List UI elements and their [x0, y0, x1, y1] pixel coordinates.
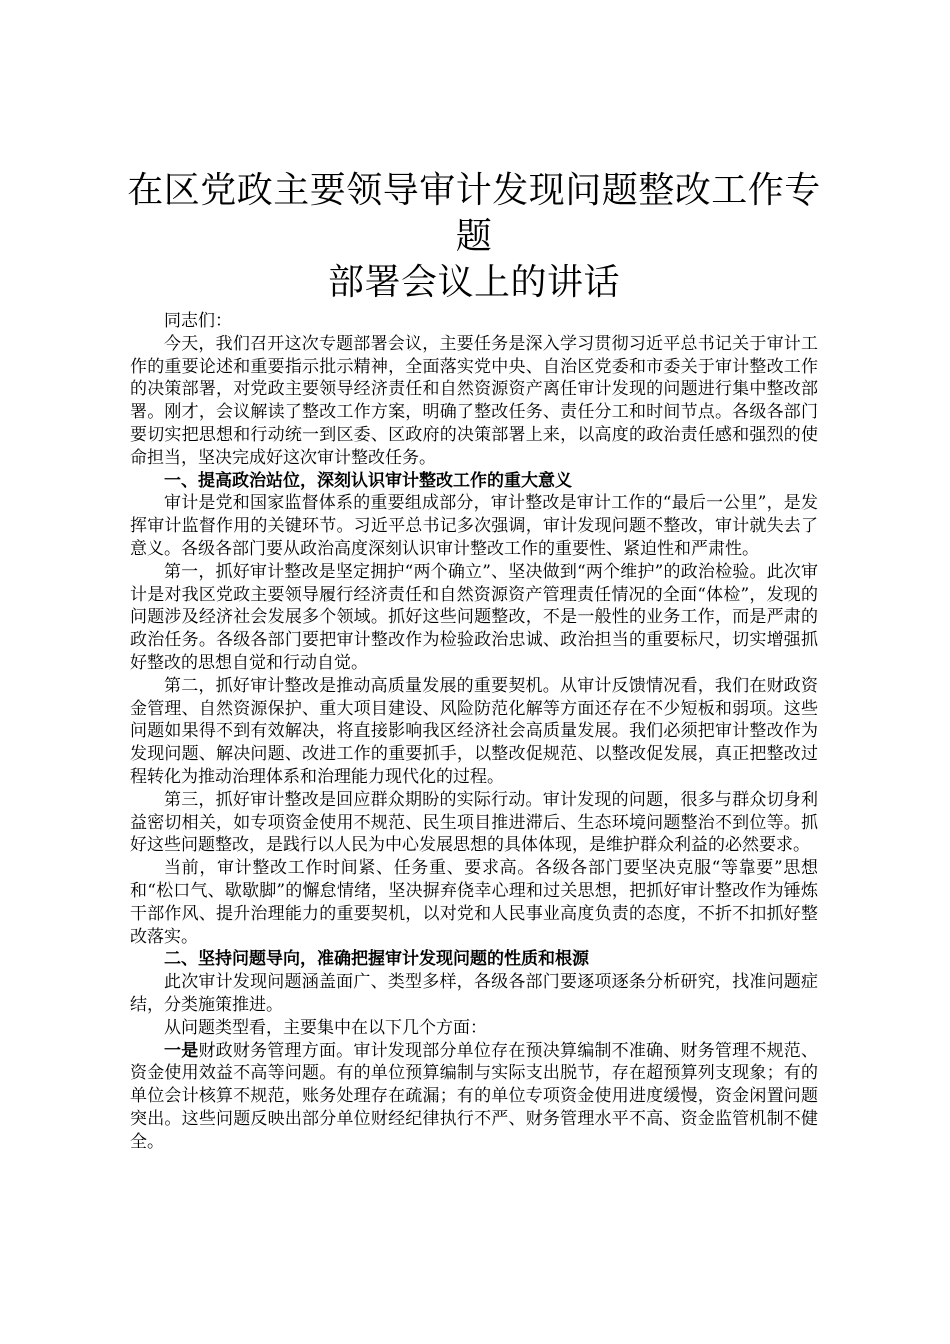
section-heading-2: 二、坚持问题导向，准确把握审计发现问题的性质和根源 [164, 949, 589, 970]
paragraph-text: 财政财务管理方面。审计发现部分单位存在预决算编制不准确、财务管理不规范、资金使用效益不高等问题。有的单位预算编制与实际支出脱节，存在超预算列支现象；有的单位会计核算不规范，账务处理存在疏漏；有的单位专项资金使用进度缓慢，资金闲置问题突出。这些问题反映出部分单位财经纪律执行不严、财务管理水平不高、资金监管机制不健全。 [130, 1040, 819, 1152]
section1-paragraph-1: 审计是党和国家监督体系的重要组成部分，审计整改是审计工作的“最后一公里”，是发挥审计监督作用的关键环节。习近平总书记多次强调，审计发现问题不整改，审计就失去了意义。各级各部门要从政治高度深刻认识审计整改工作的重要性、紧迫性和严肃性。 [130, 493, 818, 559]
title-line-2: 部署会议上的讲话 [327, 262, 620, 303]
section2-paragraph-3 [130, 1040, 818, 1154]
section1-paragraph-5: 当前，审计整改工作时间紧、任务重、要求高。各级各部门要坚决克服“等靠要”思想和“松口气、歇歇脚”的懈怠情绪，坚决摒弃侥幸心理和过关思想，把抓好审计整改作为锤炼干部作风、提升治理能力的重要契机，以对党和人民事业高度负责的态度，不折不扣抓好整改落实。 [130, 858, 818, 947]
section-heading-1: 一、提高政治站位，深刻认识审计整改工作的重大意义 [164, 470, 572, 491]
document-title [120, 168, 828, 306]
paragraph-lead: 一是 [164, 1040, 199, 1061]
section1-paragraph-3: 第二，抓好审计整改是推动高质量发展的重要契机。从审计反馈情况看，我们在财政资金管理、自然资源保护、重大项目建设、风险防范化解等方面还存在不少短板和弱项。这些问题如果得不到有效解决，将直接影响我区经济社会高质量发展。我们必须把审计整改作为发现问题、解决问题、改进工作的重要抓手，以整改促规范、以整改促发展，真正把整改过程转化为推动治理体系和治理能力现代化的过程。 [130, 675, 818, 787]
document-page [127, 168, 821, 1153]
title-line-1: 在区党政主要领导审计发现问题整改工作专题 [127, 170, 821, 257]
section2-paragraph-2: 从问题类型看，主要集中在以下几个方面： [164, 1017, 487, 1038]
section1-paragraph-2: 第一，抓好审计整改是坚定拥护“两个确立”、坚决做到“两个维护”的政治检验。此次审计是对我区党政主要领导履行经济责任和自然资源资产管理责任情况的全面“体检”，发现的问题涉及经济社会发展多个领域。抓好这些问题整改，不是一般性的业务工作，而是严肃的政治任务。各级各部门要把审计整改作为检验政治忠诚、政治担当的重要标尺，切实增强抓好整改的思想自觉和行动自觉。 [130, 561, 818, 673]
intro-paragraph: 今天，我们召开这次专题部署会议，主要任务是深入学习贯彻习近平总书记关于审计工作的重要论述和重要指示批示精神，全面落实党中央、自治区党委和市委关于审计整改工作的决策部署，对党政主要领导经济责任和自然资源资产离任审计发现的问题进行集中整改部署。刚才，会议解读了整改工作方案，明确了整改任务、责任分工和时间节点。各级各部门要切实把思想和行动统一到区委、区政府的决策部署上来，以高度的政治责任感和强烈的使命担当，坚决完成好这次审计整改任务。 [130, 333, 818, 468]
section2-paragraph-1: 此次审计发现问题涵盖面广、类型多样，各级各部门要逐项逐条分析研究，找准问题症结，分类施策推进。 [130, 972, 818, 1015]
salutation: 同志们： [164, 311, 232, 331]
section1-paragraph-4: 第三，抓好审计整改是回应群众期盼的实际行动。审计发现的问题，很多与群众切身利益密切相关，如专项资金使用不规范、民生项目推进滞后、生态环境问题整治不到位等。抓好这些问题整改，是践行以人民为中心发展思想的具体体现，是维护群众利益的必然要求。 [130, 789, 818, 856]
